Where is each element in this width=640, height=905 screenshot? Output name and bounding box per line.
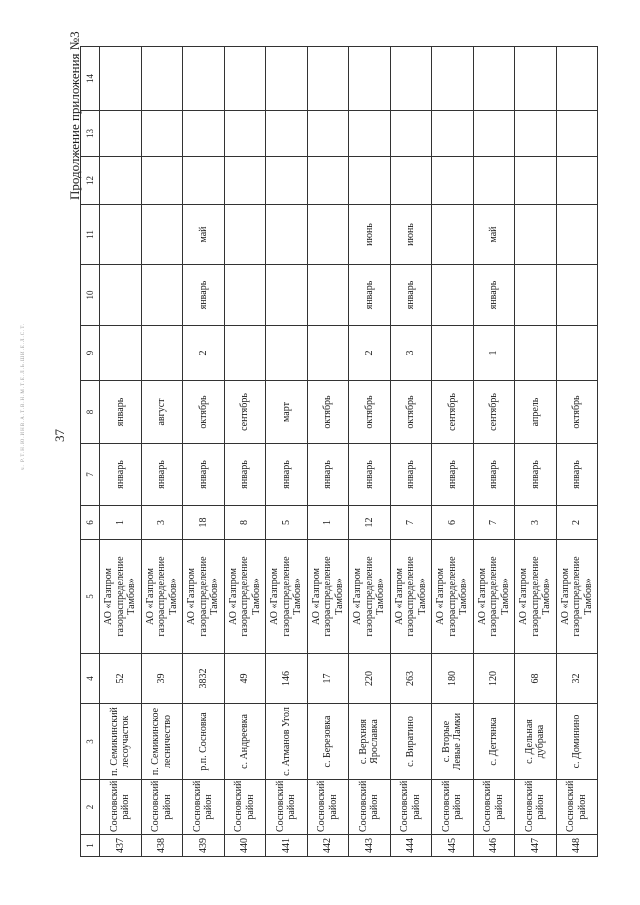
column-header: 3 (81, 704, 100, 780)
table-cell: 1 (307, 506, 349, 540)
table-cell (349, 111, 391, 157)
table-cell: январь (307, 444, 349, 506)
table-cell: август (141, 381, 183, 444)
table-cell: сентябрь (432, 381, 474, 444)
table-row (349, 47, 391, 857)
table-cell (390, 47, 432, 111)
table-cell: 439 (183, 835, 225, 857)
table-cell: АО «Газпром газораспределение Тамбов» (224, 540, 266, 654)
table-cell: 68 (515, 654, 557, 704)
table-cell: 1 (100, 506, 142, 540)
table-cell: 444 (390, 835, 432, 857)
table-cell: Сосновский район (307, 780, 349, 835)
table-cell (307, 205, 349, 265)
table-cell: АО «Газпром газораспределение Тамбов» (390, 540, 432, 654)
table-cell: январь (183, 265, 225, 326)
table-cell (183, 111, 225, 157)
table-cell: с. Дельная дубрава (515, 704, 557, 780)
table-cell (224, 157, 266, 205)
table-row (307, 47, 349, 857)
table-cell: март (266, 381, 308, 444)
table-cell: с. Дегтянка (473, 704, 515, 780)
table-cell (224, 111, 266, 157)
table-cell (100, 205, 142, 265)
column-header: 4 (81, 654, 100, 704)
table-cell (141, 157, 183, 205)
table-cell (556, 326, 598, 381)
table-cell: январь (473, 444, 515, 506)
table-cell (183, 157, 225, 205)
table-cell (266, 265, 308, 326)
table-cell: 18 (183, 506, 225, 540)
table-cell: январь (183, 444, 225, 506)
table-cell: январь (100, 444, 142, 506)
table-cell: 8 (224, 506, 266, 540)
table-cell (432, 47, 474, 111)
table-cell (266, 205, 308, 265)
table-cell (266, 111, 308, 157)
edge-mark: ч. Р.Т.Н.Ю.ИНВ.А.Т.В.Н.М.Т.Е.Л.Ь.ШИ.Е.Л.С.Т. (21, 322, 26, 470)
table-cell (556, 111, 598, 157)
table-cell: АО «Газпром газораспределение Тамбов» (515, 540, 557, 654)
table-cell (556, 47, 598, 111)
table-cell: АО «Газпром газораспределение Тамбов» (183, 540, 225, 654)
table-cell: с. Виратино (390, 704, 432, 780)
table-cell: 448 (556, 835, 598, 857)
table-cell: 437 (100, 835, 142, 857)
table-cell (141, 265, 183, 326)
table-cell (515, 111, 557, 157)
table-cell: АО «Газпром газораспределение Тамбов» (141, 540, 183, 654)
table-cell (183, 47, 225, 111)
column-header: 10 (81, 265, 100, 326)
table-cell: июнь (390, 205, 432, 265)
column-header: 6 (81, 506, 100, 540)
column-header: 8 (81, 381, 100, 444)
column-header: 14 (81, 47, 100, 111)
table-cell: с. Березовка (307, 704, 349, 780)
table-cell: 52 (100, 654, 142, 704)
table-cell: 7 (473, 506, 515, 540)
table-cell: январь (390, 444, 432, 506)
table-cell (100, 111, 142, 157)
table-cell: с. Верхняя Ярославка (349, 704, 391, 780)
table-cell: 39 (141, 654, 183, 704)
table-cell: Сосновский район (100, 780, 142, 835)
table-cell: Сосновский район (141, 780, 183, 835)
table-cell (100, 157, 142, 205)
table-cell (432, 326, 474, 381)
table-cell (432, 265, 474, 326)
table-cell: 441 (266, 835, 308, 857)
table-cell: январь (224, 444, 266, 506)
table-cell: октябрь (556, 381, 598, 444)
table-row (100, 47, 142, 857)
table-row (390, 47, 432, 857)
column-header: 9 (81, 326, 100, 381)
table-cell: 447 (515, 835, 557, 857)
table-cell: Сосновский район (432, 780, 474, 835)
table-cell: январь (100, 381, 142, 444)
header-row (81, 47, 100, 857)
table-cell: 6 (432, 506, 474, 540)
table-cell: 120 (473, 654, 515, 704)
table-cell (224, 205, 266, 265)
table-cell: 2 (349, 326, 391, 381)
table-cell (432, 157, 474, 205)
table-cell: апрель (515, 381, 557, 444)
table-cell: Сосновский район (266, 780, 308, 835)
table-cell (556, 157, 598, 205)
table-cell: Сосновский район (183, 780, 225, 835)
table-cell: октябрь (349, 381, 391, 444)
table-cell: 7 (390, 506, 432, 540)
table-cell: октябрь (183, 381, 225, 444)
table-cell: январь (556, 444, 598, 506)
table-cell: октябрь (307, 381, 349, 444)
table-row (141, 47, 183, 857)
table-cell (224, 265, 266, 326)
column-header: 2 (81, 780, 100, 835)
table-cell (432, 205, 474, 265)
table-cell: АО «Газпром газораспределение Тамбов» (307, 540, 349, 654)
table-cell (307, 326, 349, 381)
table-cell (556, 205, 598, 265)
table-cell (349, 157, 391, 205)
table-row (515, 47, 557, 857)
table-cell: 445 (432, 835, 474, 857)
table-cell (141, 205, 183, 265)
table-cell (307, 157, 349, 205)
table-cell: п. Семикинский лесоучасток (100, 704, 142, 780)
table-cell: 5 (266, 506, 308, 540)
table-cell (390, 157, 432, 205)
table-cell: январь (390, 265, 432, 326)
column-header: 11 (81, 205, 100, 265)
table-cell: 146 (266, 654, 308, 704)
table-cell (100, 326, 142, 381)
table-cell: 17 (307, 654, 349, 704)
appendix-table (80, 46, 598, 857)
table-cell (141, 111, 183, 157)
table-cell (349, 47, 391, 111)
table-cell: 3 (141, 506, 183, 540)
table-cell: Сосновский район (556, 780, 598, 835)
table-cell: Сосновский район (390, 780, 432, 835)
table-cell: 1 (473, 326, 515, 381)
table-cell (307, 47, 349, 111)
table-cell (266, 326, 308, 381)
table-cell (556, 265, 598, 326)
table-row (183, 47, 225, 857)
table-cell (515, 157, 557, 205)
table-cell: январь (141, 444, 183, 506)
table-cell: 446 (473, 835, 515, 857)
table-body (100, 47, 598, 857)
table-cell: Сосновский район (473, 780, 515, 835)
table-row (224, 47, 266, 857)
table-cell: 12 (349, 506, 391, 540)
table-cell (224, 47, 266, 111)
table-cell: 2 (183, 326, 225, 381)
table-cell (473, 157, 515, 205)
table-cell: январь (473, 265, 515, 326)
table-cell: АО «Газпром газораспределение Тамбов» (556, 540, 598, 654)
table-cell: май (473, 205, 515, 265)
table-cell: октябрь (390, 381, 432, 444)
table-cell (307, 111, 349, 157)
column-header: 5 (81, 540, 100, 654)
table-cell: 263 (390, 654, 432, 704)
table-cell: АО «Газпром газораспределение Тамбов» (432, 540, 474, 654)
table-cell (266, 157, 308, 205)
table-cell: январь (349, 265, 391, 326)
table-cell: АО «Газпром газораспределение Тамбов» (266, 540, 308, 654)
table-cell: 49 (224, 654, 266, 704)
table-cell: АО «Газпром газораспределение Тамбов» (100, 540, 142, 654)
table-cell: 3 (390, 326, 432, 381)
table-cell (266, 47, 308, 111)
table-cell (141, 47, 183, 111)
table-cell (473, 47, 515, 111)
table-cell: сентябрь (473, 381, 515, 444)
table-cell: 180 (432, 654, 474, 704)
table-cell: АО «Газпром газораспределение Тамбов» (349, 540, 391, 654)
table-cell: 3 (515, 506, 557, 540)
table-cell: 3832 (183, 654, 225, 704)
table-cell (515, 205, 557, 265)
table-row (266, 47, 308, 857)
table-cell: п. Семикинское лесничество (141, 704, 183, 780)
page-number: 37 (52, 429, 67, 442)
table-cell (473, 111, 515, 157)
table-cell: с. Андреевка (224, 704, 266, 780)
table-cell: Сосновский район (224, 780, 266, 835)
table-cell: июнь (349, 205, 391, 265)
table-row (473, 47, 515, 857)
table-cell: январь (515, 444, 557, 506)
table-cell: Сосновский район (515, 780, 557, 835)
column-header: 1 (81, 835, 100, 857)
table-cell: 32 (556, 654, 598, 704)
column-header: 13 (81, 111, 100, 157)
table-cell: 440 (224, 835, 266, 857)
table-cell: с. Вторые Левые Ламки (432, 704, 474, 780)
table-cell: АО «Газпром газораспределение Тамбов» (473, 540, 515, 654)
table-cell: р.п. Сосновка (183, 704, 225, 780)
column-header: 12 (81, 157, 100, 205)
table-cell (515, 326, 557, 381)
table-cell (100, 265, 142, 326)
table-row (556, 47, 598, 857)
table-cell (515, 265, 557, 326)
table-cell (224, 326, 266, 381)
table-cell: сентябрь (224, 381, 266, 444)
table-cell: с. Атманов Угол (266, 704, 308, 780)
table-cell (141, 326, 183, 381)
table-cell: январь (349, 444, 391, 506)
appendix-table-container (80, 47, 598, 857)
table-row (432, 47, 474, 857)
table-cell: 438 (141, 835, 183, 857)
table-cell: 2 (556, 506, 598, 540)
table-cell (390, 111, 432, 157)
table-cell (515, 47, 557, 111)
table-cell: 442 (307, 835, 349, 857)
table-cell (100, 47, 142, 111)
table-cell (432, 111, 474, 157)
table-cell: май (183, 205, 225, 265)
continuation-label: Продолжение приложения №3 (67, 31, 82, 200)
table-cell: Сосновский район (349, 780, 391, 835)
table-cell (307, 265, 349, 326)
table-cell: январь (266, 444, 308, 506)
table-cell: январь (432, 444, 474, 506)
table-cell: с. Доминино (556, 704, 598, 780)
table-cell: 220 (349, 654, 391, 704)
column-header: 7 (81, 444, 100, 506)
table-cell: 443 (349, 835, 391, 857)
table-header (81, 47, 100, 857)
